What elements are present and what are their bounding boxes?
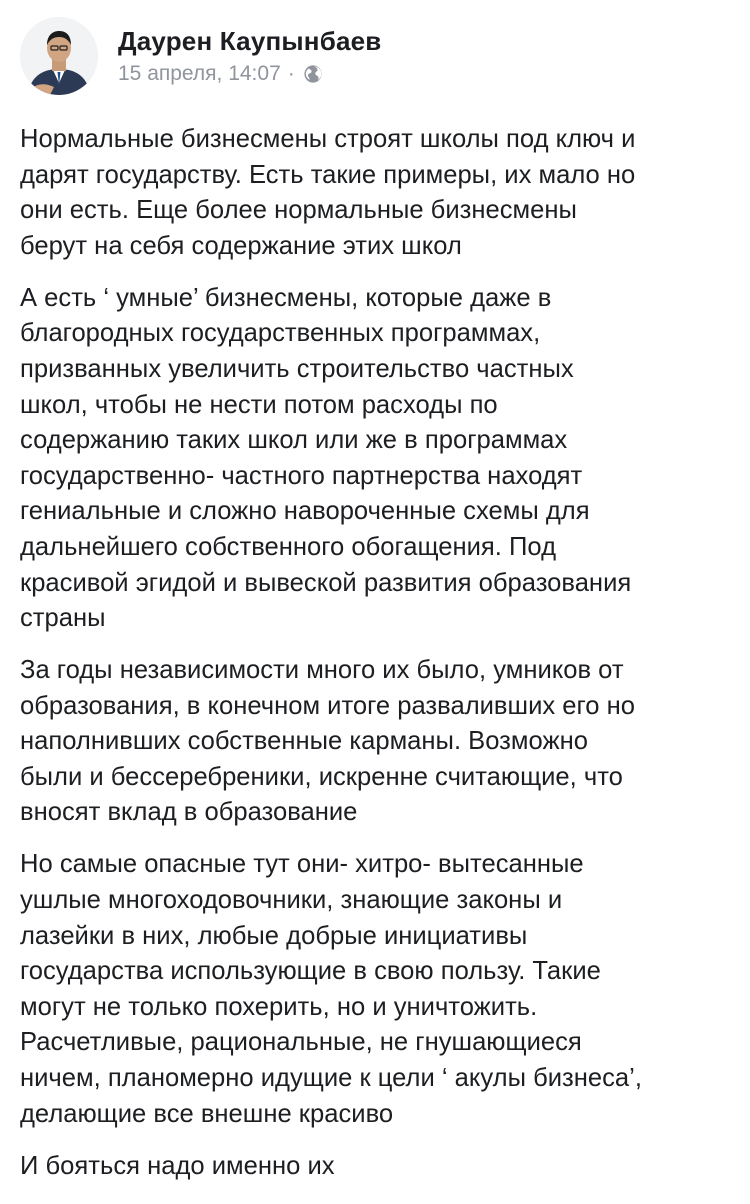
post-text-line: образования, в конечном итоге разваливших его но bbox=[20, 691, 635, 720]
post-paragraph bbox=[20, 122, 732, 264]
post-text-line: Нормальные бизнесмены строят школы под ключ и bbox=[20, 125, 636, 153]
post-paragraph bbox=[20, 847, 732, 1132]
post-text-line: И бояться надо именно их bbox=[20, 1151, 335, 1180]
post-text-line: были и бессеребреники, искренне считающие, что bbox=[20, 762, 623, 791]
post-text-line: красивой эгидой и вывеской развития образования bbox=[20, 568, 632, 597]
post-paragraph bbox=[20, 653, 732, 831]
post-text-line: Но самые опасные тут они- хитро- вытесанные bbox=[20, 850, 584, 879]
post-text-line: школ, чтобы не нести потом расходы по bbox=[20, 390, 498, 419]
post-text-line: вносят вклад в образование bbox=[20, 798, 358, 827]
post-paragraph bbox=[20, 1149, 732, 1185]
post-text-line: дарят государству. Есть такие примеры, их мало но bbox=[20, 160, 636, 189]
meta-separator: · bbox=[287, 62, 295, 85]
post-text-line: дальнейшего собственного обогащения. Под bbox=[20, 532, 557, 561]
post-text-line: делающие все внешне красиво bbox=[20, 1099, 394, 1128]
post-text-line: За годы независимости много их было, умников от bbox=[20, 656, 624, 685]
post-paragraph bbox=[20, 281, 732, 637]
post-text-line: Расчетливые, рациональные, не гнушающиеся bbox=[20, 1028, 582, 1057]
post-text-line: благородных государственных программах, bbox=[20, 319, 541, 348]
post-text-line: берут на себя содержание этих школ bbox=[20, 231, 462, 260]
post-text-line: лазейки в них, любые добрые инициативы bbox=[20, 921, 528, 950]
avatar-image bbox=[20, 17, 98, 95]
post-timestamp[interactable]: 15 апреля, 14:07 bbox=[118, 62, 281, 85]
post-text-line: наполнивших собственные карманы. Возможно bbox=[20, 727, 588, 756]
post-header bbox=[20, 16, 730, 96]
post-text-line: государственно- частного партнерства находят bbox=[20, 461, 583, 490]
post-body bbox=[20, 122, 732, 1201]
post-text-line: гениальные и сложно навороченные схемы для bbox=[20, 497, 590, 526]
post-text-line: ушлые многоходовочники, знающие законы и bbox=[20, 886, 563, 915]
post-meta bbox=[118, 61, 381, 87]
author-name[interactable]: Даурен Каупынбаев bbox=[118, 26, 382, 56]
post-text-line: призванных увеличить строительство частных bbox=[20, 354, 574, 383]
post-text-line: государства использующие в свою пользу. Такие bbox=[20, 957, 601, 986]
author-block bbox=[118, 25, 381, 87]
avatar[interactable] bbox=[20, 17, 98, 95]
post-text-line: А есть ‘ умные’ бизнесмены, которые даже в bbox=[20, 283, 552, 312]
post-text-line: они есть. Еще более нормальные бизнесмены bbox=[20, 196, 577, 225]
post-text-line: страны bbox=[20, 604, 106, 633]
globe-icon[interactable] bbox=[303, 64, 323, 84]
post-text-line: могут не только похерить, но и уничтожить. bbox=[20, 992, 538, 1021]
post-text-line: содержанию таких школ или же в программах bbox=[20, 426, 568, 455]
post-text-line: ничем, планомерно идущие к цели ‘ акулы бизнеса’, bbox=[20, 1064, 642, 1093]
